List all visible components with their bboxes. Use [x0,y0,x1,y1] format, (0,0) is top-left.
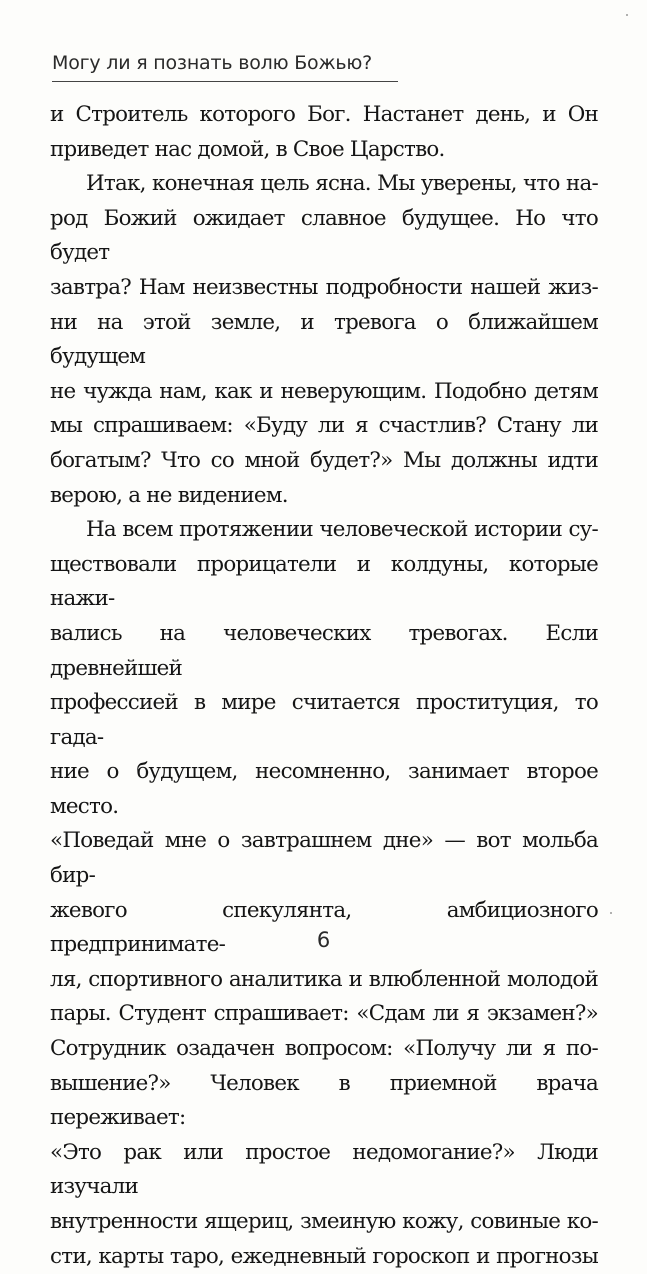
paragraph-line: ни на этой земле, и тревога о ближайшем будущем [50,309,598,370]
paragraph-line: вышение?» Человек в приемной врача переживает: [50,1070,598,1131]
paragraph-line: ние о будущем, несомненно, занимает второе место. [50,759,598,819]
page-number: 6 [316,928,331,952]
paragraph-line: сти, карты таро, ежедневный гороскоп и прогнозы [50,1243,598,1269]
paragraph-line: завтра? Нам неизвестны подробности нашей жиз- [50,274,598,300]
paragraph-line: «Это рак или простое недомогание?» Люди изучали [50,1139,598,1200]
paragraph-line: «Поведай мне о завтрашнем дне» — вот мольба бир- [50,828,598,889]
paragraph-line: внутренности ящериц, змеиную кожу, совиные ко- [50,1209,598,1234]
paragraph-line: профессией в мире считается проституция, то гада- [50,690,598,750]
paragraph-line: ществовали прорицатели и колдуны, которые нажи- [50,551,598,612]
paragraph-line: мы спрашиваем: «Буду ли я счастлив? Стану ли [50,413,598,439]
paragraph-line: род Божий ожидает славное будущее. Но что будет [50,205,598,266]
paragraph-line: не чужда нам, как и неверующим. Подобно детям [50,378,598,404]
paragraph-line: приведет нас домой, в Свое Царство. [50,136,445,162]
paragraph-line: вались на человеческих тревогах. Если древнейшей [50,620,598,681]
running-head: Могу ли я познать волю Божью? [52,52,373,74]
paragraph-line: ля, спортивного аналитика и влюбленной молодой [50,966,598,992]
paragraph-line: и Строитель которого Бог. Настанет день, и Он [50,102,598,127]
paragraph-line: Сотрудник озадачен вопросом: «Получу ли я по- [50,1036,598,1062]
paragraph-line: Итак, конечная цель ясна. Мы уверены, что на- [86,171,598,197]
paragraph-line: На всем протяжении человеческой истории су- [86,517,598,543]
paragraph-line: верою, а не видением. [50,482,288,508]
paragraph-line: пары. Студент спрашивает: «Сдам ли я экзамен?» [50,1001,598,1027]
body-text [50,98,598,1274]
paragraph-line: богатым? Что со мной будет?» Мы должны идти [50,447,598,473]
header-rule [52,81,398,82]
scan-speck [610,912,612,914]
paragraph-line: жевого спекулянта, амбициозного предпринимате- [50,897,598,958]
scan-speck [626,14,628,16]
